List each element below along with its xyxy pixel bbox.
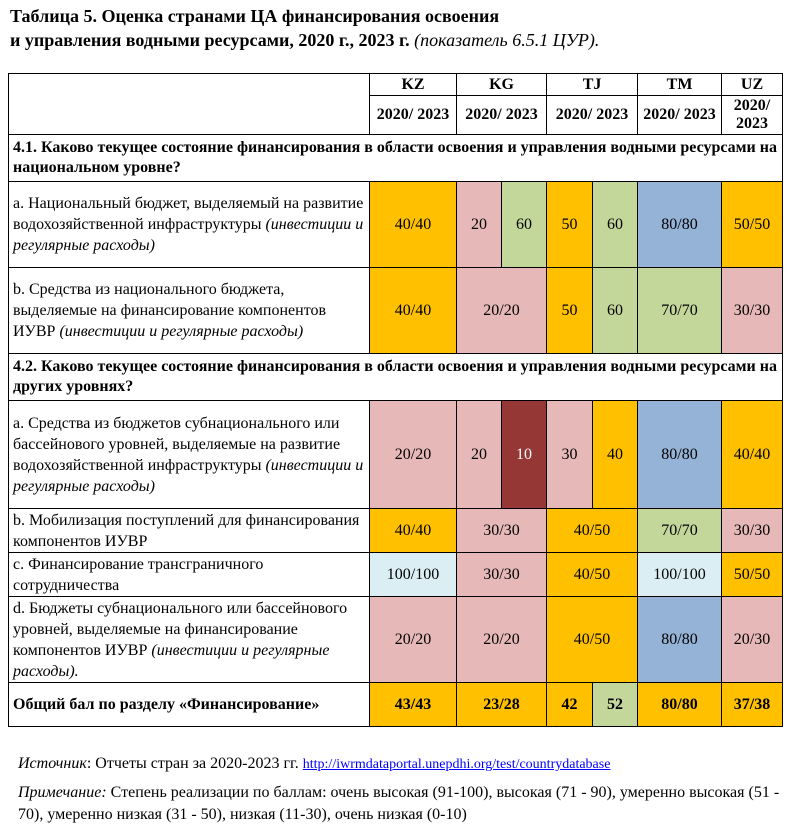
score-tm: 70/70 <box>638 268 722 354</box>
score-tj-2023: 60 <box>593 268 638 354</box>
score-tm: 100/100 <box>638 553 722 597</box>
header-country-uz: UZ <box>722 74 783 96</box>
table-row <box>9 182 783 268</box>
score-tj: 40/50 <box>547 597 638 683</box>
row-label-note: (инвестиции и регулярные расходы) <box>59 323 304 340</box>
note-text: Степень реализации по баллам: очень высокая (91-100), высокая (71 - 90), умеренно высокая (51 - 70), умеренно низкая (31 - 50), низкая (11-30), очень низкая (0-10) <box>18 784 780 823</box>
row-label-text: a. Средства из бюджетов субнационального или бассейнового уровней, выделяемые на развитие водохозяйственной инфраструктуры <box>13 414 341 474</box>
header-years-tm: 2020/ 2023 <box>638 96 722 135</box>
row-label <box>9 597 370 683</box>
header-country-kz: KZ <box>370 74 457 96</box>
score-kg: 30/30 <box>457 509 547 553</box>
total-label: Общий бал по разделу «Финансирование» <box>9 683 370 727</box>
score-kz: 100/100 <box>370 553 457 597</box>
score-uz: 20/30 <box>722 597 783 683</box>
total-kg: 23/28 <box>457 683 547 727</box>
total-kz: 43/43 <box>370 683 457 727</box>
score-kz: 40/40 <box>370 509 457 553</box>
score-tm: 70/70 <box>638 509 722 553</box>
header-country-kg: KG <box>457 74 547 96</box>
table-row <box>9 268 783 354</box>
total-row <box>9 683 783 727</box>
row-label: c. Финансирование трансграничного сотрудничества <box>9 553 370 597</box>
row-label-note: (инвестиции и регулярные расходы) <box>13 216 364 254</box>
score-tj-2020: 50 <box>547 182 593 268</box>
header-years-uz: 2020/ 2023 <box>722 96 783 135</box>
score-kg: 20/20 <box>457 597 547 683</box>
score-uz: 40/40 <box>722 401 783 509</box>
table-caption <box>10 4 790 52</box>
source-label: Источник <box>18 755 87 772</box>
total-uz: 37/38 <box>722 683 783 727</box>
total-tj-2020: 42 <box>547 683 593 727</box>
score-uz: 30/30 <box>722 509 783 553</box>
table-row <box>9 509 783 553</box>
caption-indicator: (показатель 6.5.1 ЦУР). <box>414 30 600 50</box>
score-uz: 50/50 <box>722 553 783 597</box>
row-label <box>9 182 370 268</box>
row-label: b. Мобилизация поступлений для финансирования компонентов ИУВР <box>9 509 370 553</box>
row-label-text: b. Средства из национального бюджета, выделяемые на финансирование компонентов ИУВР <box>13 281 327 340</box>
table-row <box>9 401 783 509</box>
score-tj-2023: 60 <box>593 182 638 268</box>
score-uz: 30/30 <box>722 268 783 354</box>
row-label-text: d. Бюджеты субнационального или бассейнового уровней, выделяемые на финансирование компонентов ИУВР <box>13 599 348 659</box>
score-kg-2023: 60 <box>502 182 547 268</box>
source-link[interactable]: http://iwrmdataportal.unepdhi.org/test/countrydatabase <box>302 757 611 772</box>
caption-line-1: Таблица 5. Оценка странами ЦА финансирования освоения <box>10 6 500 26</box>
score-uz: 50/50 <box>722 182 783 268</box>
assessment-table <box>8 73 783 727</box>
score-kg-2023: 10 <box>502 401 547 509</box>
score-kz: 40/40 <box>370 268 457 354</box>
score-kg: 30/30 <box>457 553 547 597</box>
note-label: Примечание: <box>18 784 107 801</box>
score-kz: 40/40 <box>370 182 457 268</box>
source-line <box>18 754 788 775</box>
row-label-text: a. Национальный бюджет, выделяемый на развитие водохозяйственной инфраструктуры <box>13 195 364 233</box>
caption-line-2-text: и управления водными ресурсами, 2020 г., 2023 г. <box>10 30 410 50</box>
header-country-tj: TJ <box>547 74 638 96</box>
score-tm: 80/80 <box>638 182 722 268</box>
total-tm: 80/80 <box>638 683 722 727</box>
score-tj: 40/50 <box>547 553 638 597</box>
caption-line-2 <box>10 28 790 52</box>
section-4-1-title: 4.1. Каково текущее состояние финансирования в области освоения и управления водными ресурсами на национальном уровне? <box>9 135 783 182</box>
score-tj: 40/50 <box>547 509 638 553</box>
row-label-note: (инвестиции и регулярные расходы) <box>13 456 364 495</box>
row-label-note: (инвестиции и регулярные расходы). <box>13 641 330 680</box>
header-blank-cell <box>9 74 370 135</box>
header-years-kz: 2020/ 2023 <box>370 96 457 135</box>
score-kg-2020: 20 <box>457 401 502 509</box>
header-country-tm: TM <box>638 74 722 96</box>
score-tj-2023: 40 <box>593 401 638 509</box>
score-tm: 80/80 <box>638 401 722 509</box>
header-years-tj: 2020/ 2023 <box>547 96 638 135</box>
score-tj-2020: 50 <box>547 268 593 354</box>
section-4-2-title: 4.2. Каково текущее состояние финансирования в области освоения и управления водными ресурсами на других уровнях? <box>9 354 783 401</box>
score-kg: 20/20 <box>457 268 547 354</box>
total-tj-2023: 52 <box>593 683 638 727</box>
row-label <box>9 401 370 509</box>
score-kg-2020: 20 <box>457 182 502 268</box>
section-header-row <box>9 354 783 401</box>
score-kz: 20/20 <box>370 401 457 509</box>
header-years-kg: 2020/ 2023 <box>457 96 547 135</box>
score-tj-2020: 30 <box>547 401 593 509</box>
row-label <box>9 268 370 354</box>
source-text: : Отчеты стран за 2020-2023 гг. <box>86 755 299 772</box>
score-tm: 80/80 <box>638 597 722 683</box>
table-row <box>9 553 783 597</box>
table-row <box>9 597 783 683</box>
section-header-row <box>9 135 783 182</box>
note-paragraph <box>18 782 793 826</box>
score-kz: 20/20 <box>370 597 457 683</box>
header-row-countries <box>9 74 783 96</box>
